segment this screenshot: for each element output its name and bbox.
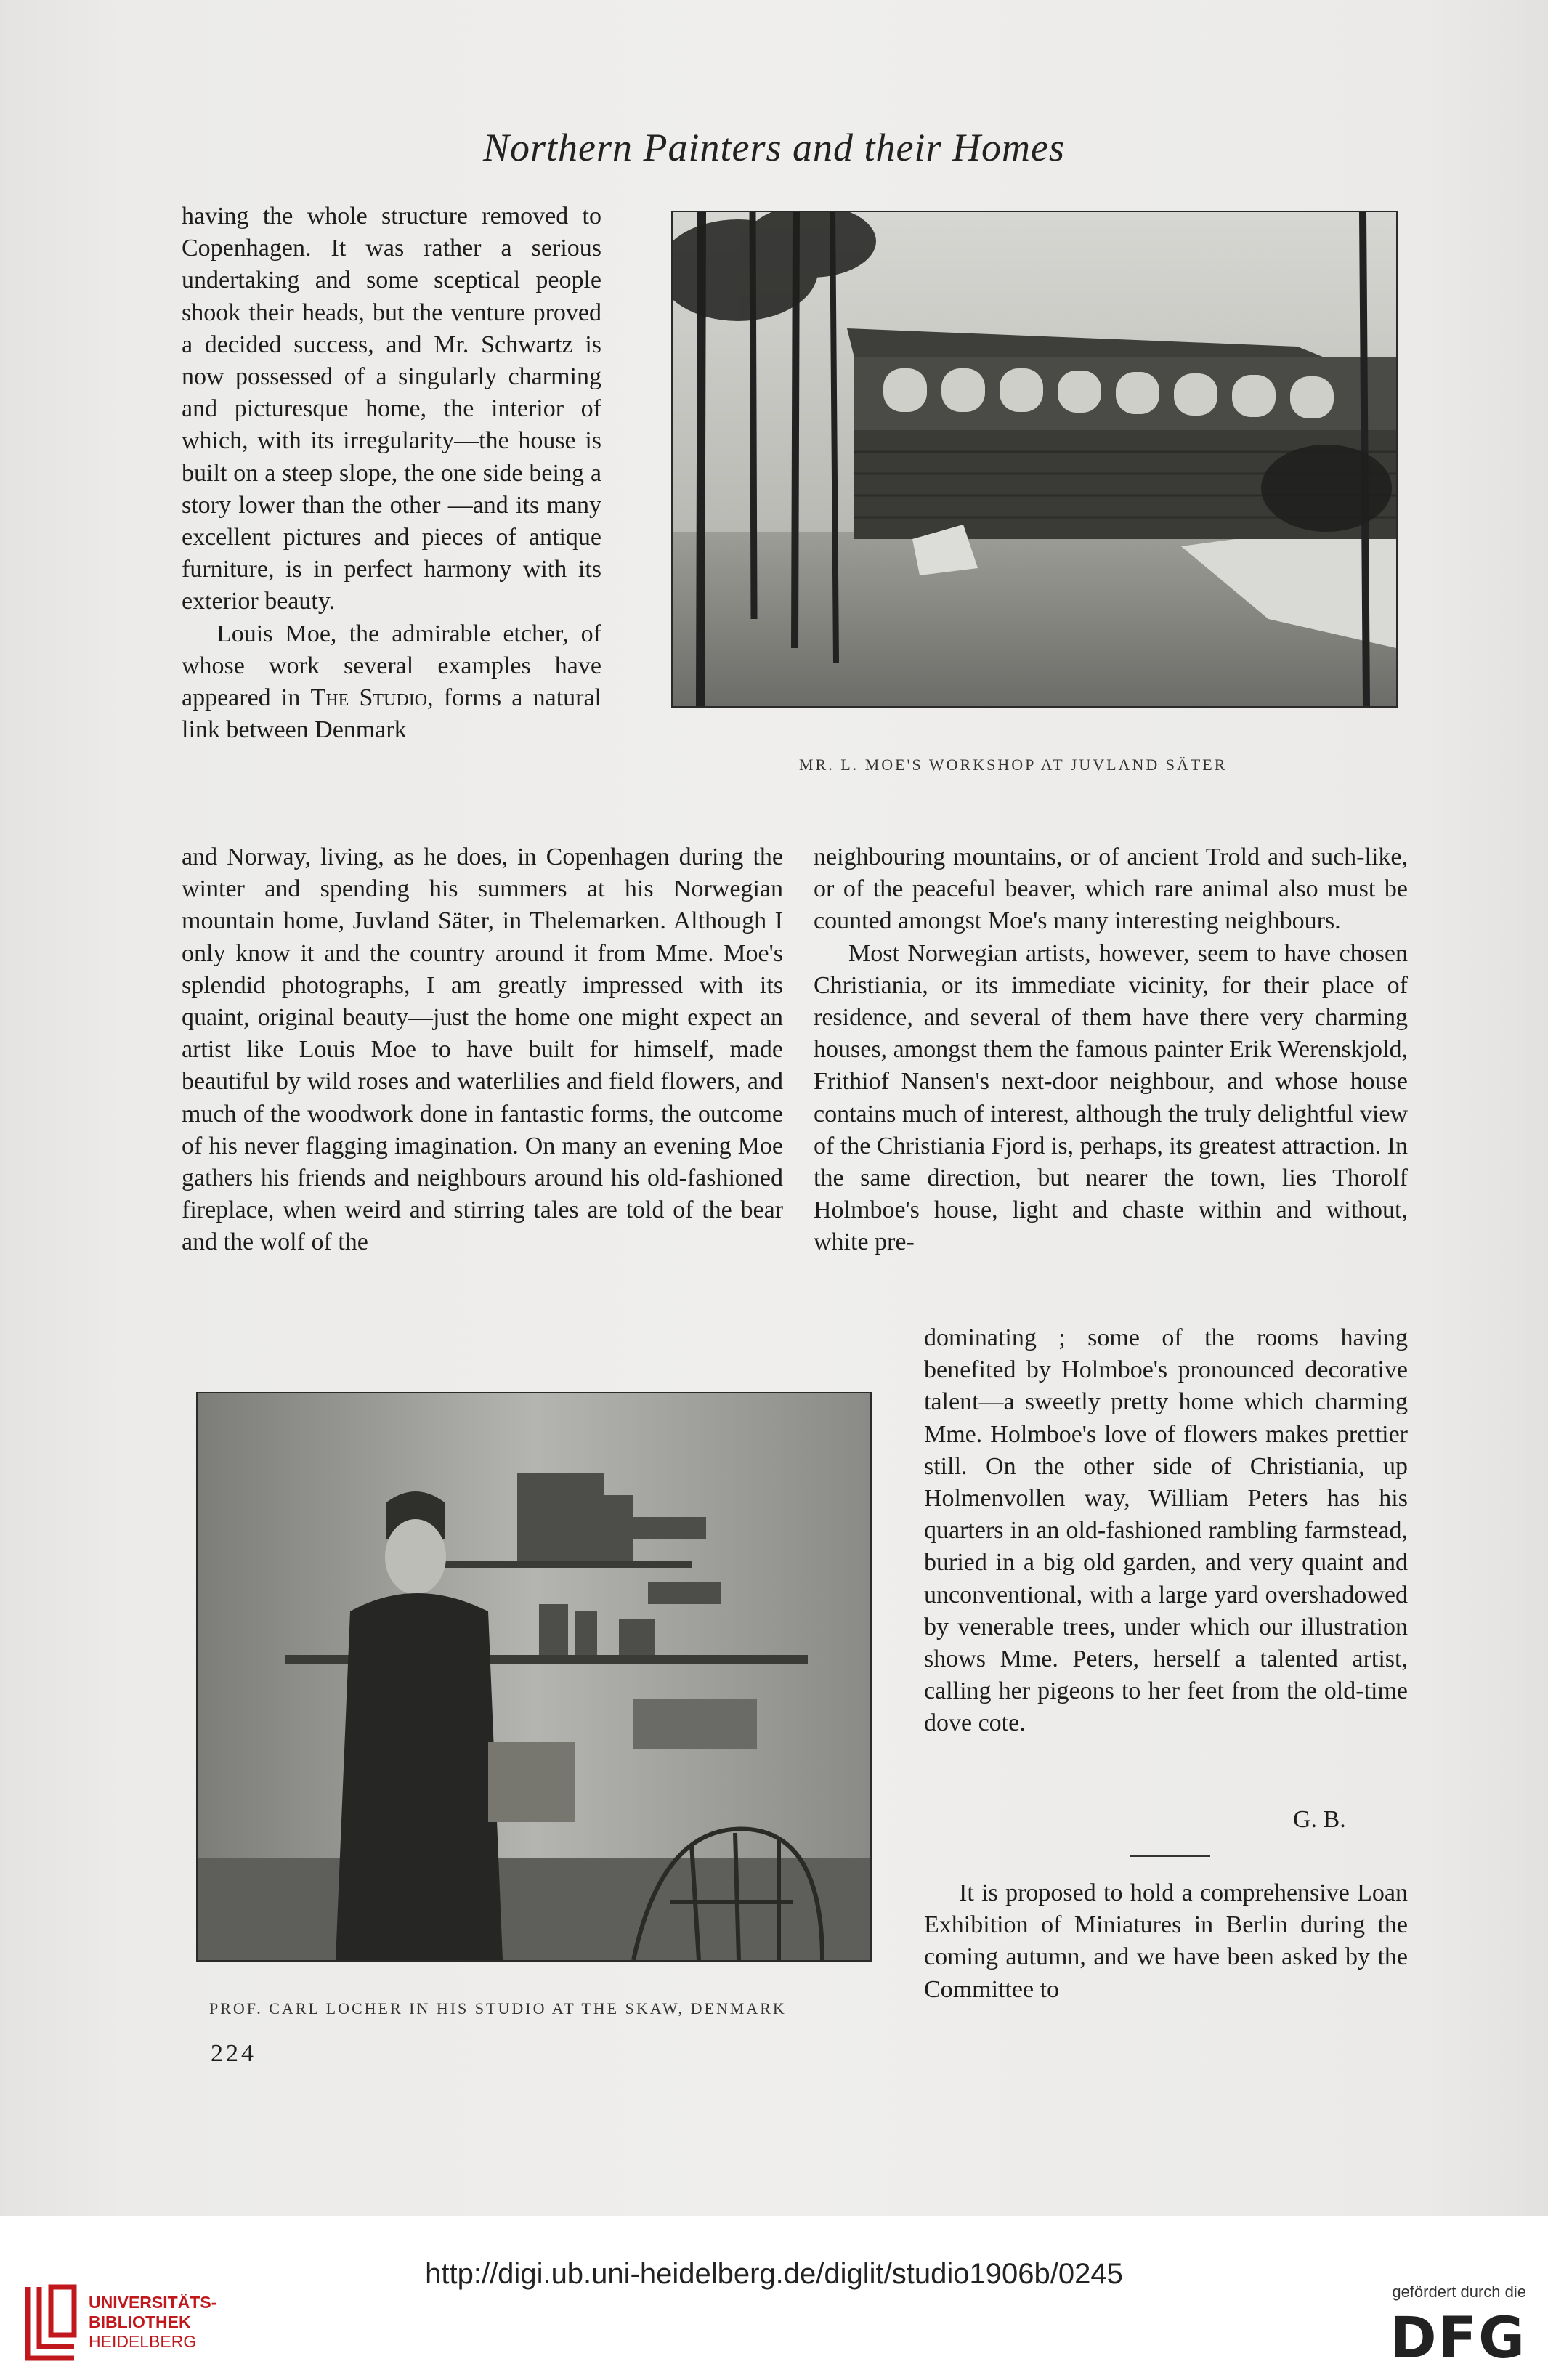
permalink-url[interactable]: http://digi.ub.uni-heidelberg.de/diglit/studio1906b/0245 — [425, 2258, 1123, 2290]
photo-moe-workshop — [671, 211, 1398, 708]
paragraph-norway-home: and Norway, living, as he does, in Copenhagen during the winter and spending his summers at his Norwegian mountain home, Juvland Säter, in Thelemarken. Although I only know it and the country around it from Mme. Moe's splendid photographs, I am greatly impressed with its quaint, original beauty—just the home one might expect an artist like Louis Moe to have built for himself, made beautiful by wild roses and waterlilies and field flowers, and much of the woodwork done in fantastic forms, the outcome of his never flagging imagination. On many an evening Moe gathers his friends and neighbours around his old-fashioned fireplace, when weird and stirring tales are told of the bear and the wolf of the — [182, 843, 783, 1256]
page-number: 224 — [211, 2040, 256, 2067]
magazine-name: The Studio — [310, 684, 428, 712]
workshop-photo-image — [673, 212, 1396, 706]
text-louis-moe-intro: Louis Moe, the admirable etcher, of whose work several examples have appeared in — [182, 620, 601, 712]
left-column-middle — [182, 841, 783, 1259]
author-signature: G. B. — [1293, 1806, 1346, 1833]
library-name-line2: BIBLIOTHEK — [89, 2312, 191, 2331]
caption-carl-locher: PROF. CARL LOCHER IN HIS STUDIO AT THE SKAW, DENMARK — [209, 1999, 787, 2017]
notice-block — [924, 1877, 1408, 2006]
funding-note: gefördert durch die — [1392, 2283, 1526, 2301]
library-name-line3: HEIDELBERG — [89, 2332, 197, 2351]
paragraph-neighbours: neighbouring mountains, or of ancient Trold and such-like, or of the peaceful beaver, which rare animal also must be counted amongst Moe's many interesting neighbours. — [814, 843, 1408, 935]
library-name — [89, 2293, 216, 2352]
library-name-line1: UNIVERSITÄTS- — [89, 2293, 217, 2312]
paragraph-holmboe-peters: dominating ; some of the rooms having benefited by Holmboe's pronounced decorative talent—a sweetly pretty home which charming Mme. Holmboe's love of flowers makes prettier still. On the other side of Christiania, up Holmenvollen way, William Peters has his quarters in an old-fashioned rambling farmstead, buried in a big old garden, and very quaint and unconventional, with a large yard overshadowed by venerable trees, under which our illustration shows Mme. Peters, herself a talented artist, calling her pigeons to her feet from the old-time dove cote. — [924, 1324, 1408, 1737]
caption-workshop: MR. L. MOE'S WORKSHOP AT JUVLAND SÄTER — [799, 756, 1228, 774]
left-column-top — [182, 201, 601, 746]
locher-photo-image — [198, 1393, 870, 1960]
section-divider — [1130, 1855, 1210, 1857]
dfg-logo: DFG — [1389, 2306, 1526, 2371]
paragraph-louis-moe-intro — [182, 618, 601, 747]
digitization-footer — [0, 2216, 1548, 2380]
running-title: Northern Painters and their Homes — [483, 126, 1065, 169]
library-logo-icon — [20, 2280, 81, 2365]
paragraph-schwartz-home: having the whole structure removed to Copenhagen. It was rather a serious undertaking and some sceptical people shook their heads, but the venture proved a decided success, and Mr. Schwartz is now possessed of a singularly charming and picturesque home, the interior of which, with its irregularity—the house is built on a steep slope, the one side being a story lower than the other —and its many excellent pictures and pieces of antique furniture, is in perfect harmony with its exterior beauty. — [182, 203, 601, 615]
right-column-top — [814, 841, 1408, 1259]
paragraph-loan-exhibition: It is proposed to hold a comprehensive Loan Exhibition of Miniatures in Berlin during the coming autumn, and we have been asked by the Committee to — [924, 1879, 1408, 2003]
photo-carl-locher — [196, 1392, 872, 1962]
right-column-bottom — [924, 1322, 1408, 1740]
paragraph-christiania-artists: Most Norwegian artists, however, seem to have chosen Christiania, or its immediate vicinity, for their place of residence, and several of them have there very charming houses, amongst them the famous painter Erik Werenskjold, Frithiof Nansen's next-door neighbour, and whose house contains much of interest, although the truly delightful view of the Christiania Fjord is, perhaps, its greatest attraction. In the same direction, but nearer the town, lies Thorolf Holmboe's house, light and chaste within and without, white pre- — [814, 939, 1408, 1256]
text-louis-moe-intro-tail: , forms a natural link between Denmark — [182, 684, 601, 744]
